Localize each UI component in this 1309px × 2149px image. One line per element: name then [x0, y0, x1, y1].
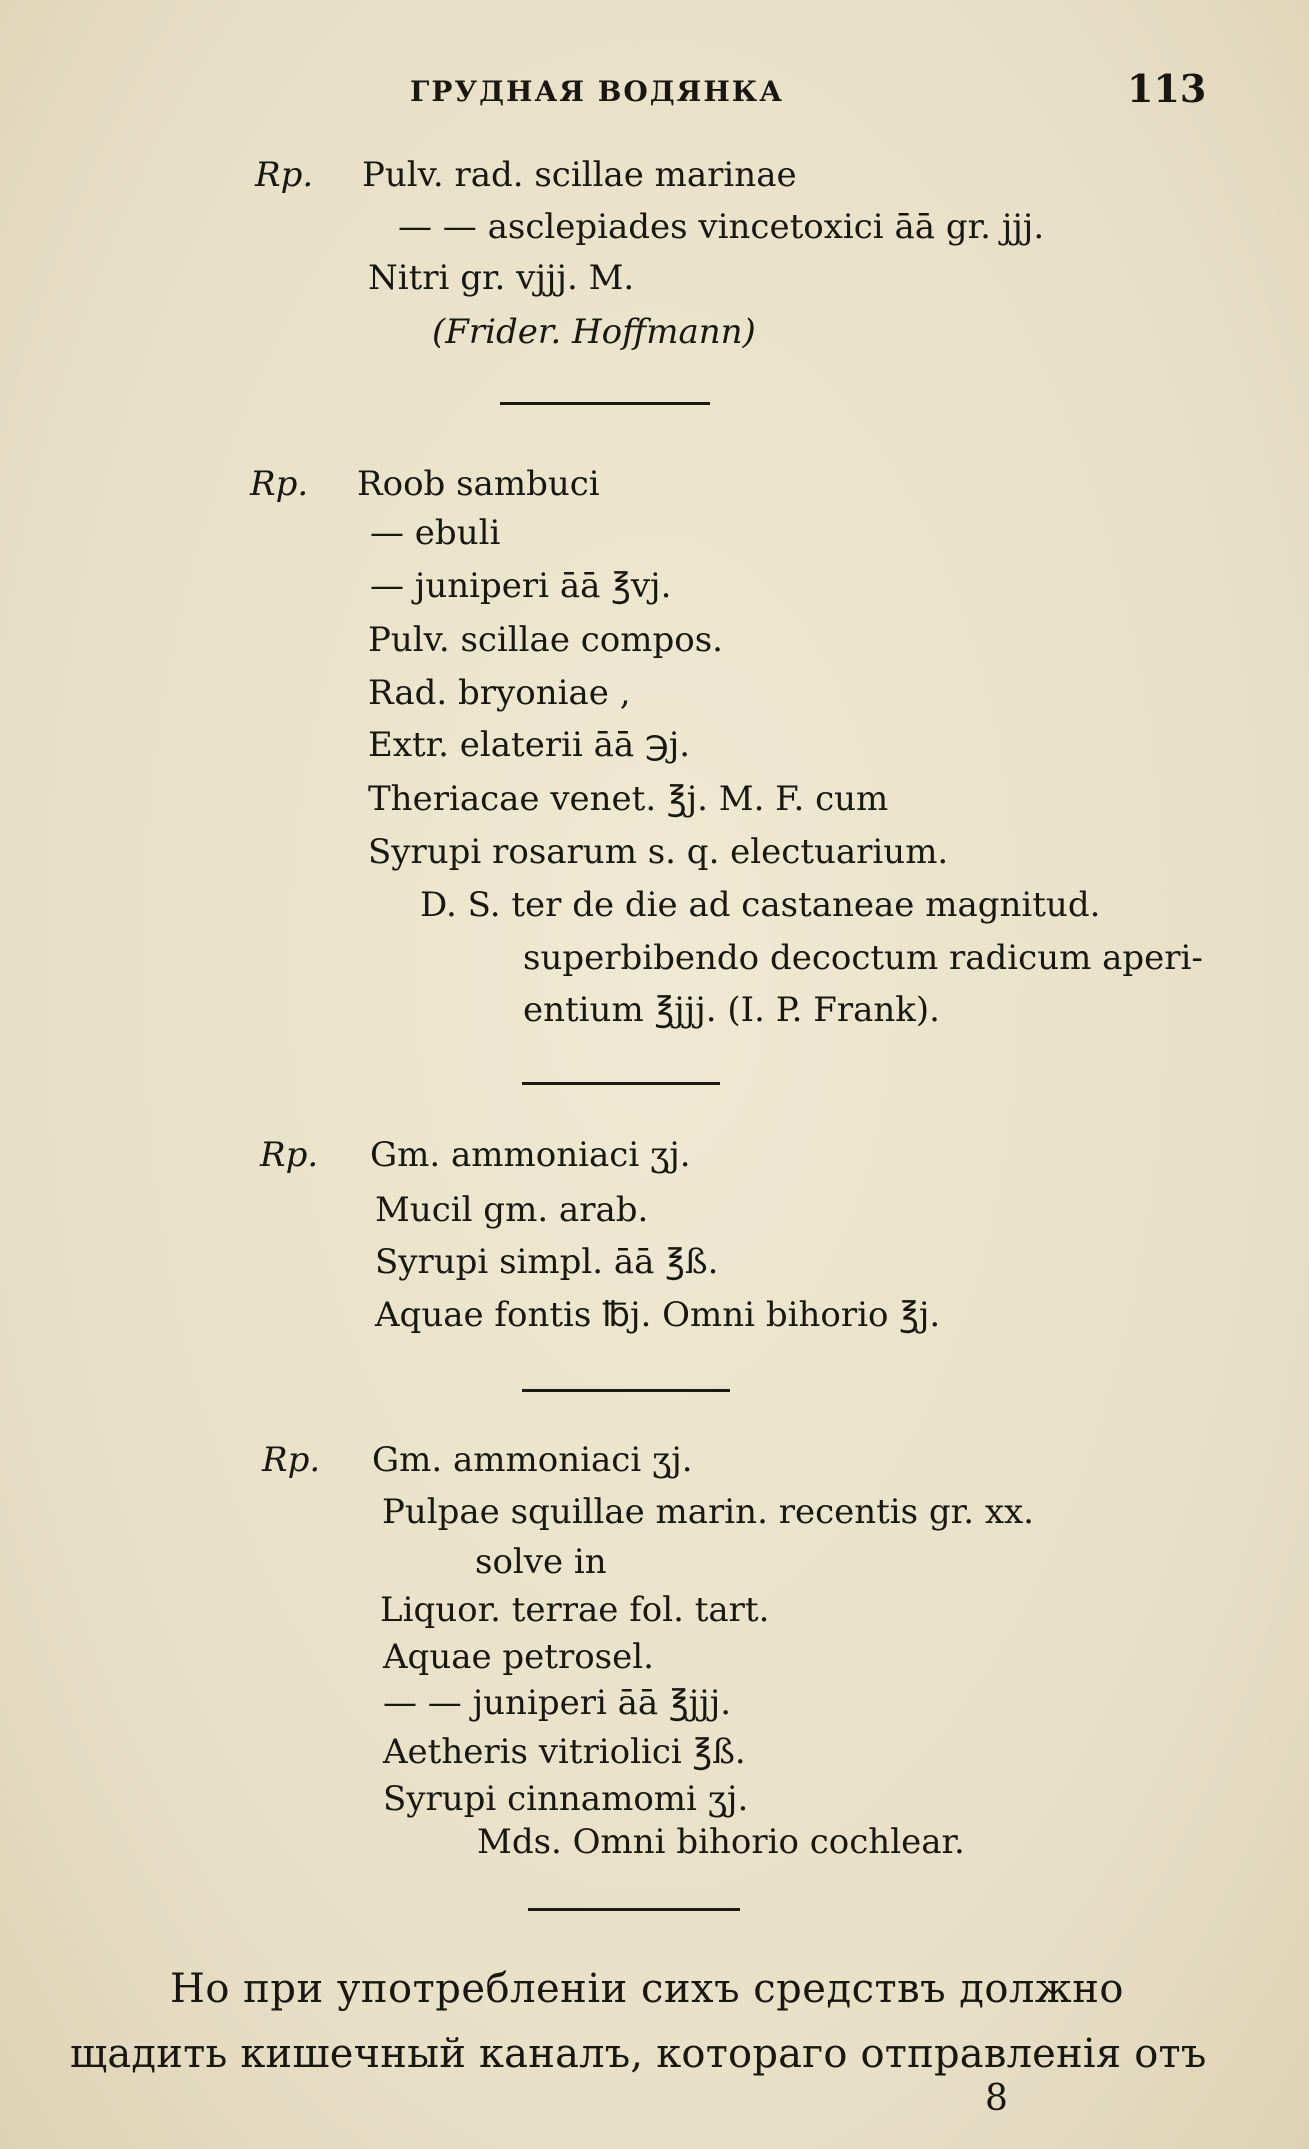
- divider-rule: [522, 1082, 720, 1085]
- divider-rule: [522, 1389, 730, 1392]
- recipe-line: superbibendo decoctum radicum aperi-: [523, 938, 1203, 978]
- recipe-line: Liquor. terrae fol. tart.: [380, 1590, 770, 1630]
- recipe-line: Roob sambuci: [357, 464, 600, 504]
- rx-label: Rp.: [260, 1135, 319, 1175]
- recipe-line: Pulv. rad. scillae marinae: [362, 155, 797, 195]
- rx-label: Rp.: [255, 155, 314, 195]
- rx-label: Rp.: [250, 464, 309, 504]
- recipe-line: Aetheris vitriolici ℥ß.: [383, 1732, 746, 1772]
- page-number: 113: [1127, 66, 1207, 111]
- recipe-line: Aquae fontis ℔j. Omni bihorio ℥j.: [375, 1295, 941, 1335]
- recipe-line: — — juniperi āā ℥jjj.: [383, 1683, 732, 1723]
- running-head-title: ГРУДНАЯ ВОДЯНКА: [410, 75, 785, 108]
- recipe-line: Theriacae venet. ℥j. M. F. cum: [368, 779, 889, 819]
- body-text-line: щадить кишечный каналъ, котораго отправленія отъ: [70, 2031, 1207, 2077]
- recipe-line: entium ℥jjj. (I. P. Frank).: [523, 990, 940, 1030]
- recipe-line: Syrupi cinnamomi ʒj.: [383, 1779, 749, 1819]
- recipe-line: Mds. Omni bihorio cochlear.: [477, 1822, 965, 1862]
- recipe-line: solve in: [475, 1542, 607, 1582]
- recipe-line: — — asclepiades vincetoxici āā gr. jjj.: [398, 207, 1045, 247]
- signature-mark: 8: [985, 2078, 1008, 2119]
- recipe-line: Extr. elaterii āā ℈j.: [368, 725, 691, 765]
- recipe-line: — ebuli: [370, 513, 501, 553]
- recipe-line: Syrupi simpl. āā ℥ß.: [375, 1242, 719, 1282]
- recipe-line: Syrupi rosarum s. q. electuarium.: [368, 832, 949, 872]
- divider-rule: [500, 402, 710, 405]
- recipe-line: Mucil gm. arab.: [375, 1190, 649, 1230]
- recipe-line: — juniperi āā ℥vj.: [370, 566, 672, 606]
- divider-rule: [528, 1908, 740, 1911]
- recipe-line: Gm. ammoniaci ʒj.: [370, 1135, 691, 1175]
- recipe-line: D. S. ter de die ad castaneae magnitud.: [420, 885, 1101, 925]
- recipe-line: Pulpae squillae marin. recentis gr. xx.: [382, 1492, 1034, 1532]
- recipe-line: Gm. ammoniaci ʒj.: [372, 1440, 693, 1480]
- body-text-line: Но при употребленіи сихъ средствъ должно: [170, 1966, 1124, 2012]
- recipe-line: Nitri gr. vjjj. M.: [368, 258, 635, 298]
- recipe-line: Rad. bryoniae ,: [368, 673, 631, 713]
- rx-label: Rp.: [262, 1440, 321, 1480]
- recipe-line: Pulv. scillae compos.: [368, 620, 723, 660]
- recipe-line: Aquae petrosel.: [383, 1637, 654, 1677]
- recipe-author: (Frider. Hoffmann): [432, 312, 756, 352]
